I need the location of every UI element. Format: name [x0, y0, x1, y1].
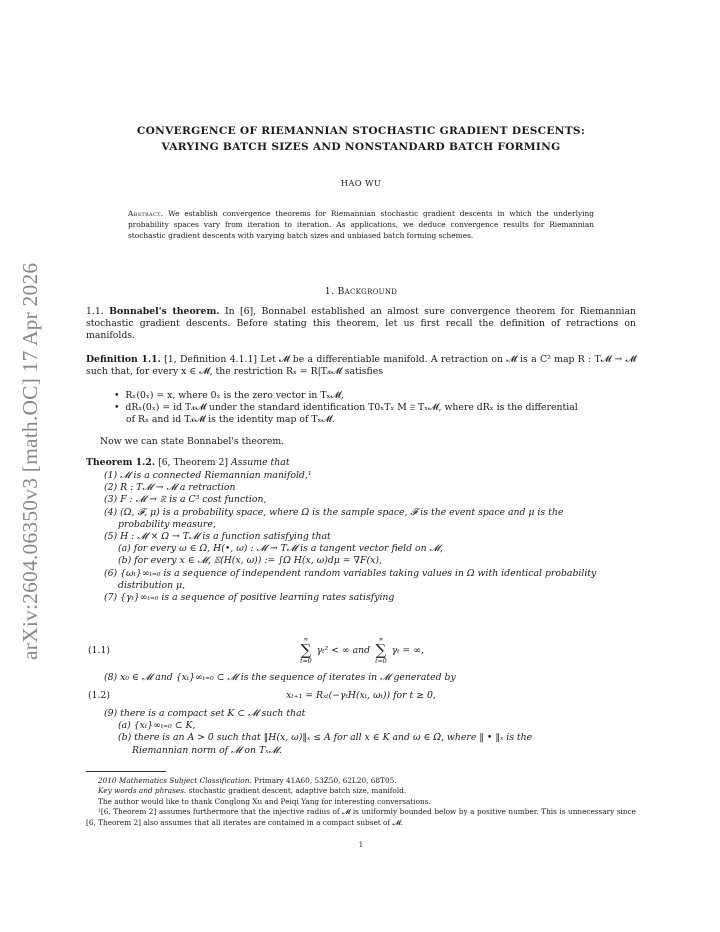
theorem-intro: Assume that [231, 457, 290, 468]
arxiv-identifier[interactable]: arXiv:2604.06350v3 [math.OC] 17 Apr 2026 [18, 262, 42, 660]
theorem-reference: [6, Theorem 2] [158, 457, 229, 468]
paper-title [86, 124, 636, 155]
subsection-number: 1.1. [86, 306, 104, 317]
assumption-9: (9) there is a compact set K ⊂ 𝓜 such that [104, 708, 306, 719]
assumption-9b-cont: Riemannian norm of 𝓜 on Tₓ𝓜. [132, 744, 282, 756]
title-line-1: CONVERGENCE OF RIEMANNIAN STOCHASTIC GRADIENT DESCENTS: [136, 125, 586, 137]
section-1-title: 1. Background [324, 286, 398, 297]
footnote-rule [86, 771, 166, 772]
assumption-8: (8) x₀ ∈ 𝓜 and {xₜ}∞ₜ₌₀ ⊂ 𝓜 is the sequence of iterates in 𝓜 generated by [104, 672, 456, 683]
abstract [128, 209, 594, 241]
sum-symbol: ∞ ∑ t=0 [300, 636, 312, 665]
assumption-6-cont: distribution μ, [118, 579, 186, 591]
equation-body: ∞ ∑ t=0 γₜ² < ∞ and ∞ ∑ t=0 γₜ = ∞, [300, 636, 424, 665]
assumption-5b: (b) for every x ∈ 𝓜, 𝔼(H(x, ω)) := ∫Ω H(x, ω)dμ = ∇F(x), [118, 555, 382, 567]
assumption-5a: (a) for every ω ∈ Ω, H(•, ω) : 𝓜 → T𝓜 is a tangent vector field on 𝓜, [118, 543, 443, 555]
definition-reference: [1, Definition 4.1.1] [164, 354, 257, 365]
subsection-title: Bonnabel's theorem. [109, 306, 220, 317]
assumption-3: (3) F : 𝓜 → ℝ is a C³ cost function, [104, 494, 267, 506]
assumption-1: (1) 𝓜 is a connected Riemannian manifold,¹ [104, 470, 312, 481]
assumption-7: (7) {γₜ}∞ₜ₌₀ is a sequence of positive learning rates satisfying [104, 592, 395, 603]
abstract-heading: Abstract. [128, 209, 164, 218]
abstract-body: We establish convergence theorems for Riemannian stochastic gradient descents in which the underlying probability spaces vary from iteration to iteration. As applications, we deduce convergence results for Riemannian stochastic gradient descents with varying batch sizes and unbiased batch forming schemes. [128, 209, 594, 240]
equation-number: (1.1) [88, 645, 111, 656]
definition-text: Let 𝓜 be a differentiable manifold. A retraction on 𝓜 is a C² map R : T𝓜 → 𝓜 such that, for every x ∈ 𝓜, the restriction Rₓ = R|T𝓍𝓜 satisfies [86, 354, 636, 378]
assumption-6: (6) {ωₜ}∞ₜ₌₀ is a sequence of independent random variables taking values in Ω with identical probability [104, 567, 597, 579]
assumption-5: (5) H : 𝓜 × Ω → T𝓜 is a function satisfying that [104, 531, 331, 542]
footnote-thanks: The author would like to thank Conglong Xu and Peiqi Yang for interesting conversations. [98, 796, 431, 806]
theorem-heading: Theorem 1.2. [86, 457, 156, 468]
assumption-2: (2) R : T𝓜 → 𝓜 a retraction [104, 482, 236, 494]
transition-text: Now we can state Bonnabel's theorem. [100, 436, 285, 447]
bullet-1: • Rₓ(0ₓ) = x, where 0ₓ is the zero vector in Tₓ𝓜, [114, 390, 344, 401]
subsection-1-1 [86, 306, 636, 343]
assumption-4-cont: probability measure, [118, 518, 216, 530]
footnote-keywords: Key words and phrases. stochastic gradient descent, adaptive batch size, manifold. [98, 786, 407, 796]
equation-number: (1.2) [88, 690, 111, 701]
author: HAO WU [340, 178, 382, 188]
definition-heading: Definition 1.1. [86, 354, 161, 365]
page-number: 1 [358, 840, 364, 849]
footnote-msc: 2010 Mathematics Subject Classification. Primary 41A60, 53Z50, 62L20, 68T05. [98, 776, 397, 785]
bullet-2-cont: of Rₓ and id T𝓍𝓜 is the identity map of Tₓ𝓜. [126, 414, 335, 425]
assumption-9b: (b) there is an A > 0 such that ‖H(x, ω)‖ₓ ≤ A for all x ∈ K and ω ∈ Ω, where ‖ • ‖ₓ is the [118, 732, 533, 744]
subsection-text: In [6], Bonnabel established an almost sure convergence theorem for Riemannian stochastic gradient descents. Before stating this theorem, let us first recall the definition of retractions on manifolds. [86, 306, 636, 342]
footnote-1: ¹[6, Theorem 2] assumes furthermore that the injective radius of 𝓜 is uniformly bounded below by a positive number. This is unnecessary since [6, Theorem 2] also assumes that all iterates are contained in a compact subset of 𝓜. [86, 807, 636, 827]
section-heading [86, 286, 636, 297]
definition-1-1 [86, 354, 636, 378]
sum-symbol: ∞ ∑ t=0 [375, 636, 387, 665]
theorem-1-2-head [86, 457, 636, 469]
title-line-2: VARYING BATCH SIZES AND NONSTANDARD BATCH FORMING [161, 140, 561, 153]
assumption-9a: (a) {xₜ}∞ₜ₌₀ ⊂ K, [118, 720, 196, 732]
equation-body: xₜ₊₁ = Rₓₜ(−γₜH(xₜ, ωₜ)) for t ≥ 0, [286, 690, 436, 701]
bullet-2: • dRₓ(0ₓ) = id T𝓍𝓜 under the standard identification T0ₓTₓ M ≅ Tₓ𝓜, where dRₓ is the differential [114, 402, 578, 413]
assumption-4: (4) (Ω, 𝓕, μ) is a probability space, where Ω is the sample space, 𝓕 is the event space and μ is the [104, 506, 564, 518]
